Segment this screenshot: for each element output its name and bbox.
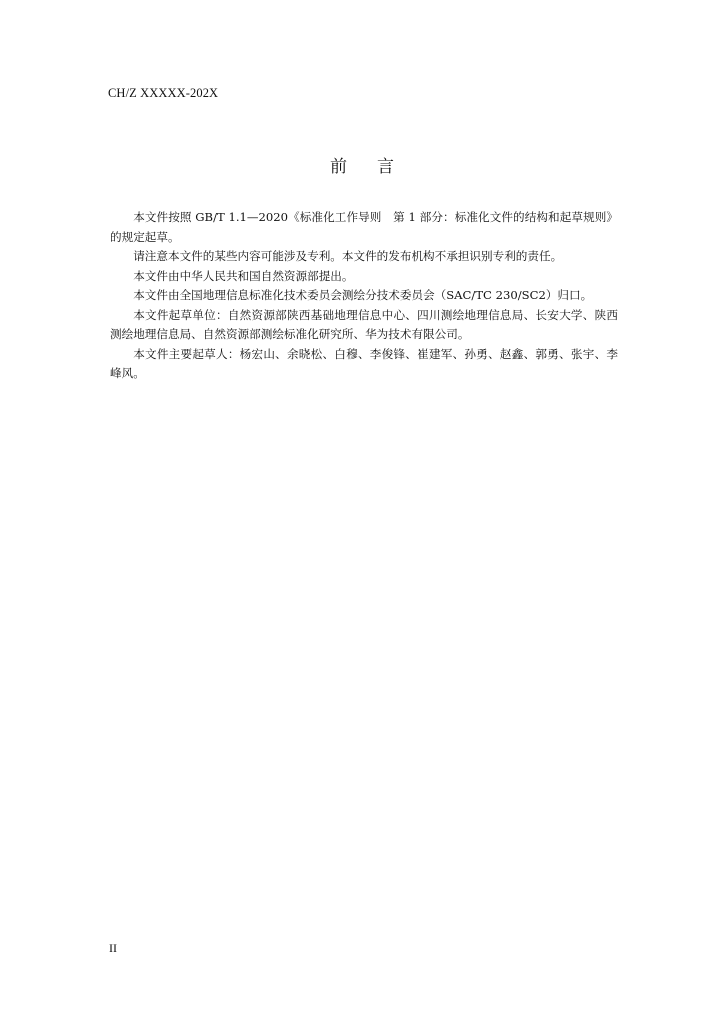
document-code: CH/Z XXXXX-202X <box>108 86 219 100</box>
paragraph-administrator: 本文件由全国地理信息标准化技术委员会测绘分技术委员会（SAC/TC 230/SC2）归口。 <box>133 288 593 302</box>
paragraph-proposer: 本文件由中华人民共和国自然资源部提出。 <box>133 268 354 283</box>
page-title <box>0 152 724 177</box>
title-char-2: 言 <box>377 157 394 177</box>
title-char-1: 前 <box>330 157 347 177</box>
foreword-body <box>110 208 618 384</box>
paragraph-drafting-units: 本文件起草单位：自然资源部陕西基础地理信息中心、四川测绘地理信息局、长安大学、陕西测绘地理信息局、自然资源部测绘标准化研究所、华为技术有限公司。 <box>110 307 618 341</box>
paragraph-drafting-rules: 本文件按照 GB/T 1.1—2020《标准化工作导则 第 1 部分：标准化文件的结构和起草规则》的规定起草。 <box>110 210 618 244</box>
paragraph-patent-notice: 请注意本文件的某些内容可能涉及专利。本文件的发布机构不承担识别专利的责任。 <box>133 249 563 263</box>
paragraph-drafters: 本文件主要起草人：杨宏山、余晓松、白穆、李俊锋、崔建军、孙勇、赵鑫、郭勇、张宇、李峰风。 <box>110 346 618 380</box>
page-number: II <box>109 941 117 955</box>
